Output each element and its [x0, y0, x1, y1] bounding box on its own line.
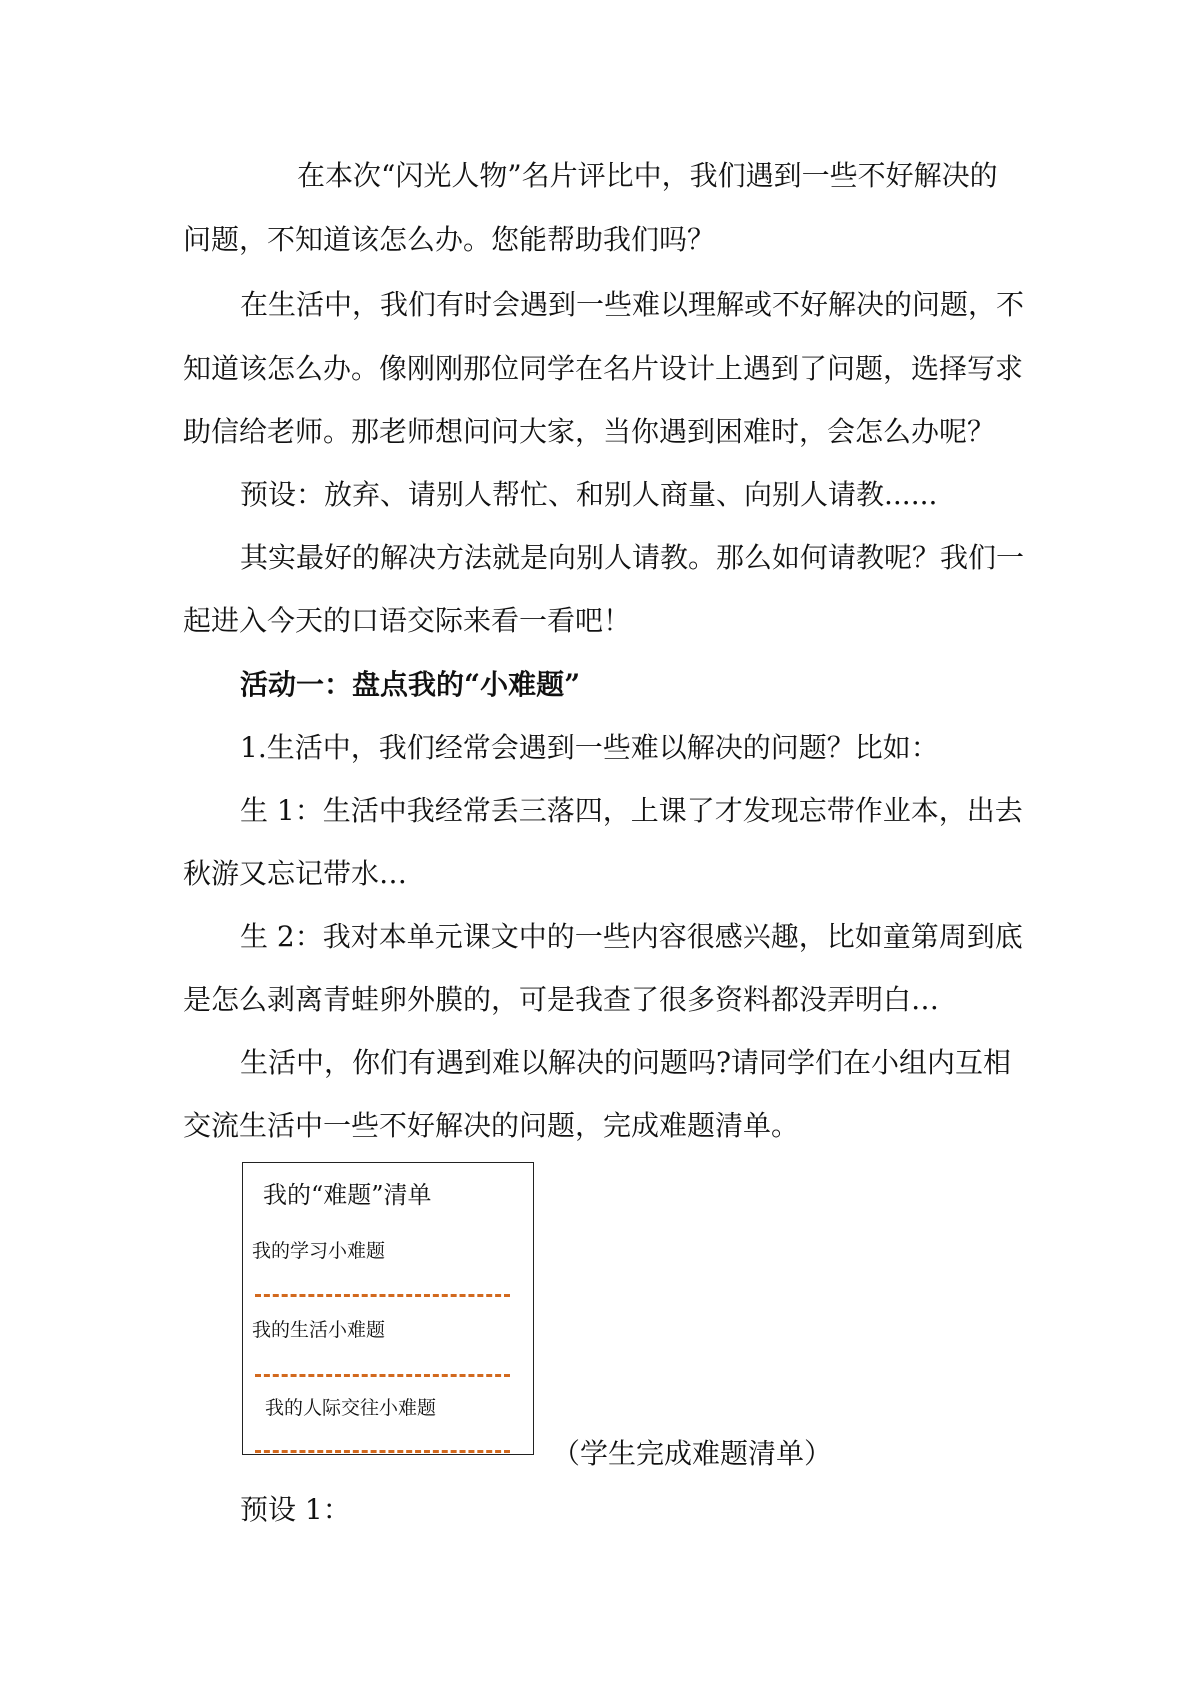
- study-problem-blank: [255, 1294, 510, 1297]
- social-problem-label: 我的人际交往小难题: [265, 1397, 437, 1419]
- question-line: 1.生活中，我们经常会遇到一些难以解决的问题？比如：: [240, 731, 939, 764]
- study-problem-label: 我的学习小难题: [252, 1240, 386, 1262]
- problem-list-title: 我的“难题”清单: [263, 1181, 432, 1209]
- student-1-line-1: 生 1：生活中我经常丢三落四，上课了才发现忘带作业本，出去: [240, 794, 1023, 827]
- life-problem-label: 我的生活小难题: [252, 1319, 386, 1341]
- paragraph-2-line-1: 在生活中，我们有时会遇到一些难以理解或不好解决的问题，不: [240, 288, 1025, 321]
- problem-list-card: [242, 1162, 534, 1455]
- paragraph-3-line-1: 其实最好的解决方法就是向别人请教。那么如何请教呢？我们一: [240, 541, 1025, 574]
- life-problem-blank: [255, 1374, 510, 1377]
- completion-note: （学生完成难题清单）: [552, 1437, 833, 1470]
- paragraph-4-line-1: 生活中，你们有遇到难以解决的问题吗?请同学们在小组内互相: [240, 1046, 1012, 1079]
- preset-line: 预设：放弃、请别人帮忙、和别人商量、向别人请教......: [240, 478, 938, 511]
- preset-1-line: 预设 1：: [240, 1493, 351, 1526]
- paragraph-2-line-2: 知道该怎么办。像刚刚那位同学在名片设计上遇到了问题，选择写求: [183, 352, 1024, 385]
- paragraph-2-line-3: 助信给老师。那老师想问问大家，当你遇到困难时，会怎么办呢？: [183, 415, 996, 448]
- paragraph-1-line-2: 问题，不知道该怎么办。您能帮助我们吗？: [183, 223, 716, 256]
- paragraph-3-line-2: 起进入今天的口语交际来看一看吧！: [183, 604, 632, 637]
- activity-heading: 活动一：盘点我的“小难题”: [240, 668, 581, 701]
- social-problem-blank: [255, 1450, 510, 1453]
- student-2-line-1: 生 2：我对本单元课文中的一些内容很感兴趣，比如童第周到底: [240, 920, 1023, 953]
- student-1-line-2: 秋游又忘记带水…: [183, 857, 408, 890]
- student-2-line-2: 是怎么剥离青蛙卵外膜的，可是我查了很多资料都没弄明白…: [183, 983, 940, 1016]
- paragraph-1-line-1: 在本次“闪光人物”名片评比中，我们遇到一些不好解决的: [297, 159, 998, 192]
- paragraph-4-line-2: 交流生活中一些不好解决的问题，完成难题清单。: [183, 1109, 800, 1142]
